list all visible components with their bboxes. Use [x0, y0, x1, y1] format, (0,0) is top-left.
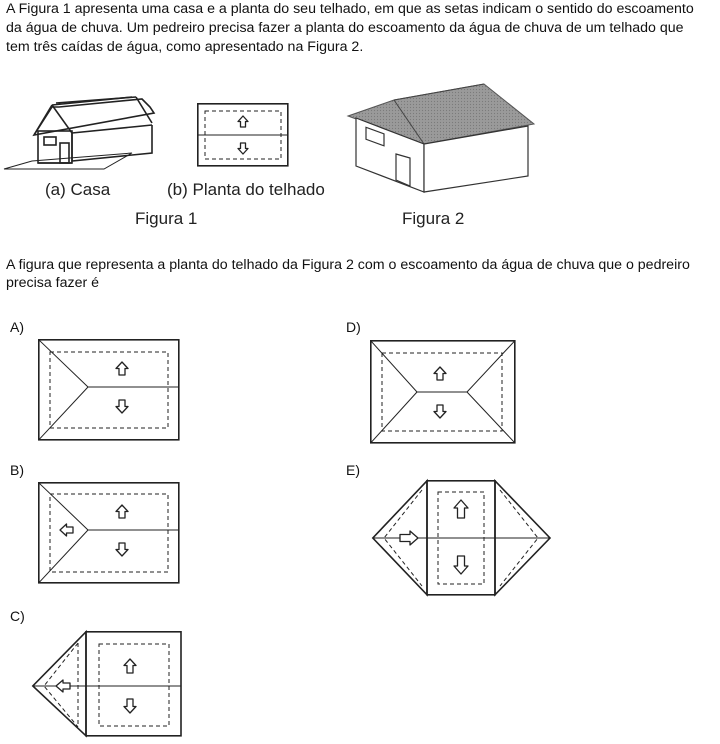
- hip-roof-house: [346, 82, 536, 194]
- house-drawing: [4, 95, 154, 175]
- option-d-figure[interactable]: [370, 340, 516, 444]
- caption-planta-telhado: (b) Planta do telhado: [167, 180, 325, 199]
- intro-line-3: tem três caídas de água, como apresentado na Figura 2.: [6, 39, 364, 55]
- intro-line-2: da água de chuva. Um pedreiro precisa fazer a planta do escoamento da água de chuva de um telhado que: [6, 20, 684, 36]
- option-e-figure[interactable]: [372, 480, 552, 596]
- question-line-1: A figura que representa a planta do telhado da Figura 2 com o escoamento da água de chuva que o pedreiro: [6, 257, 690, 273]
- option-c-label[interactable]: C): [10, 608, 25, 624]
- figure2-title: Figura 2: [402, 209, 465, 228]
- question-line-2: precisa fazer é: [6, 275, 100, 291]
- option-b-figure[interactable]: [38, 482, 180, 584]
- option-c-figure[interactable]: [32, 631, 182, 737]
- option-b-label[interactable]: B): [10, 462, 24, 478]
- option-d-label[interactable]: D): [346, 319, 361, 335]
- option-e-label[interactable]: E): [346, 462, 360, 478]
- option-a-label[interactable]: A): [10, 319, 24, 335]
- roof-plan-figure1: [197, 103, 289, 167]
- figure1-title: Figura 1: [135, 209, 198, 228]
- caption-casa: (a) Casa: [45, 180, 111, 199]
- intro-line-1: A Figura 1 apresenta uma casa e a planta do seu telhado, em que as setas indicam o sentido do escoamento: [6, 1, 694, 17]
- option-a-figure[interactable]: [38, 339, 180, 441]
